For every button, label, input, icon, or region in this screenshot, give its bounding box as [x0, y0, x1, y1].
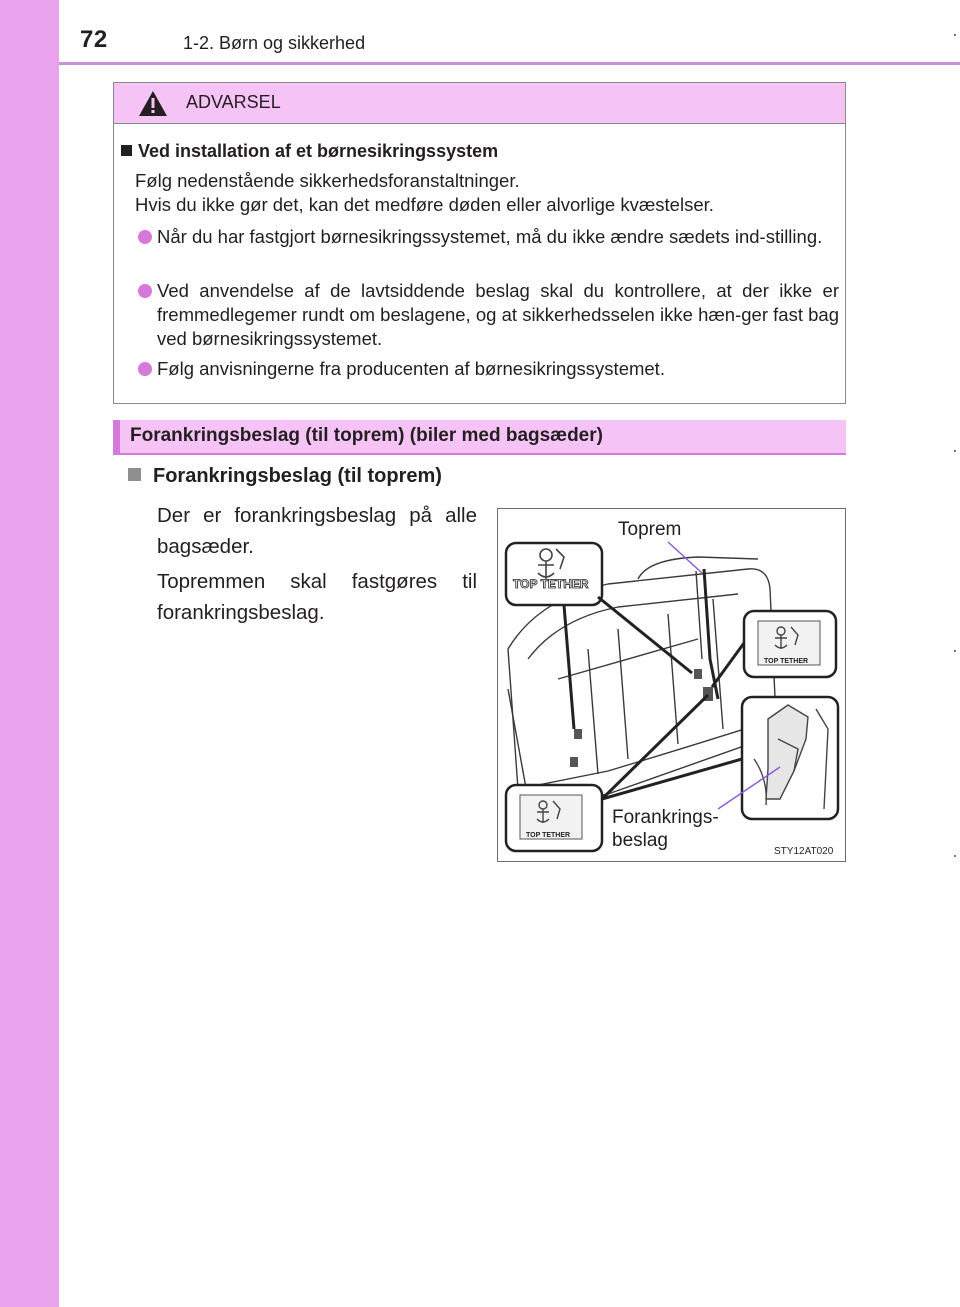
warning-title: ADVARSEL: [186, 92, 281, 112]
edge-mark: [954, 855, 956, 857]
section-band-title: Forankringsbeslag (til toprem) (biler med bagsæder): [130, 425, 603, 446]
square-bullet-icon: [128, 468, 141, 481]
warning-box: [113, 82, 846, 404]
bullet-dot-icon: [138, 284, 152, 298]
warning-bullet: Følg anvisningerne fra producenten af børnesikringssystemet.: [135, 357, 839, 381]
page-number: 72: [80, 26, 108, 53]
body-paragraph: Der er forankringsbeslag på alle bagsæder.: [157, 504, 477, 558]
content-subheading: Forankringsbeslag (til toprem): [128, 465, 442, 488]
bullet-dot-icon: [138, 230, 152, 244]
badge-top-tether-large: TOP TETHER: [513, 577, 589, 591]
section-band-bar: [113, 420, 120, 453]
warning-triangle-icon: [138, 90, 168, 117]
label-forankringsbeslag-line2: beslag: [612, 830, 668, 851]
warning-subheading: Ved installation af et børnesikringssystem: [121, 141, 498, 162]
warning-intro-line: Hvis du ikke gør det, kan det medføre døden eller alvorlige kvæstelser.: [135, 194, 714, 215]
edge-mark: [954, 650, 956, 652]
square-bullet-icon: [121, 145, 132, 156]
body-paragraph: Topremmen skal fastgøres til forankringsbeslag.: [157, 570, 477, 624]
tether-anchor-figure: [497, 508, 846, 862]
chapter-side-tab: [0, 0, 59, 1307]
header-rule: [59, 62, 960, 65]
warning-header: [114, 83, 845, 124]
figure-code: STY12AT020: [774, 846, 834, 857]
warning-bullet: Ved anvendelse af de lavtsiddende beslag skal du kontrollere, at der ikke er fremmedlegemer rundt om beslagene, og at sikkerhedsselen ikke hæn-ger fast bag ved børnesikringssystemet.: [135, 279, 839, 351]
label-toprem: Toprem: [618, 519, 682, 540]
warning-bullet: Når du har fastgjort børnesikringssystemet, må du ikke ændre sædets ind-stilling.: [135, 225, 839, 249]
section-band: [113, 420, 846, 455]
edge-mark: [954, 34, 956, 36]
warning-intro-line: Følg nedenstående sikkerhedsforanstaltninger.: [135, 170, 520, 191]
bullet-dot-icon: [138, 362, 152, 376]
badge-top-tether-bottom: TOP TETHER: [526, 832, 571, 839]
label-forankringsbeslag: Forankrings-: [612, 807, 719, 828]
section-title: 1-2. Børn og sikkerhed: [183, 33, 366, 53]
edge-mark: [954, 450, 956, 452]
badge-top-tether-small: TOP TETHER: [764, 658, 809, 665]
